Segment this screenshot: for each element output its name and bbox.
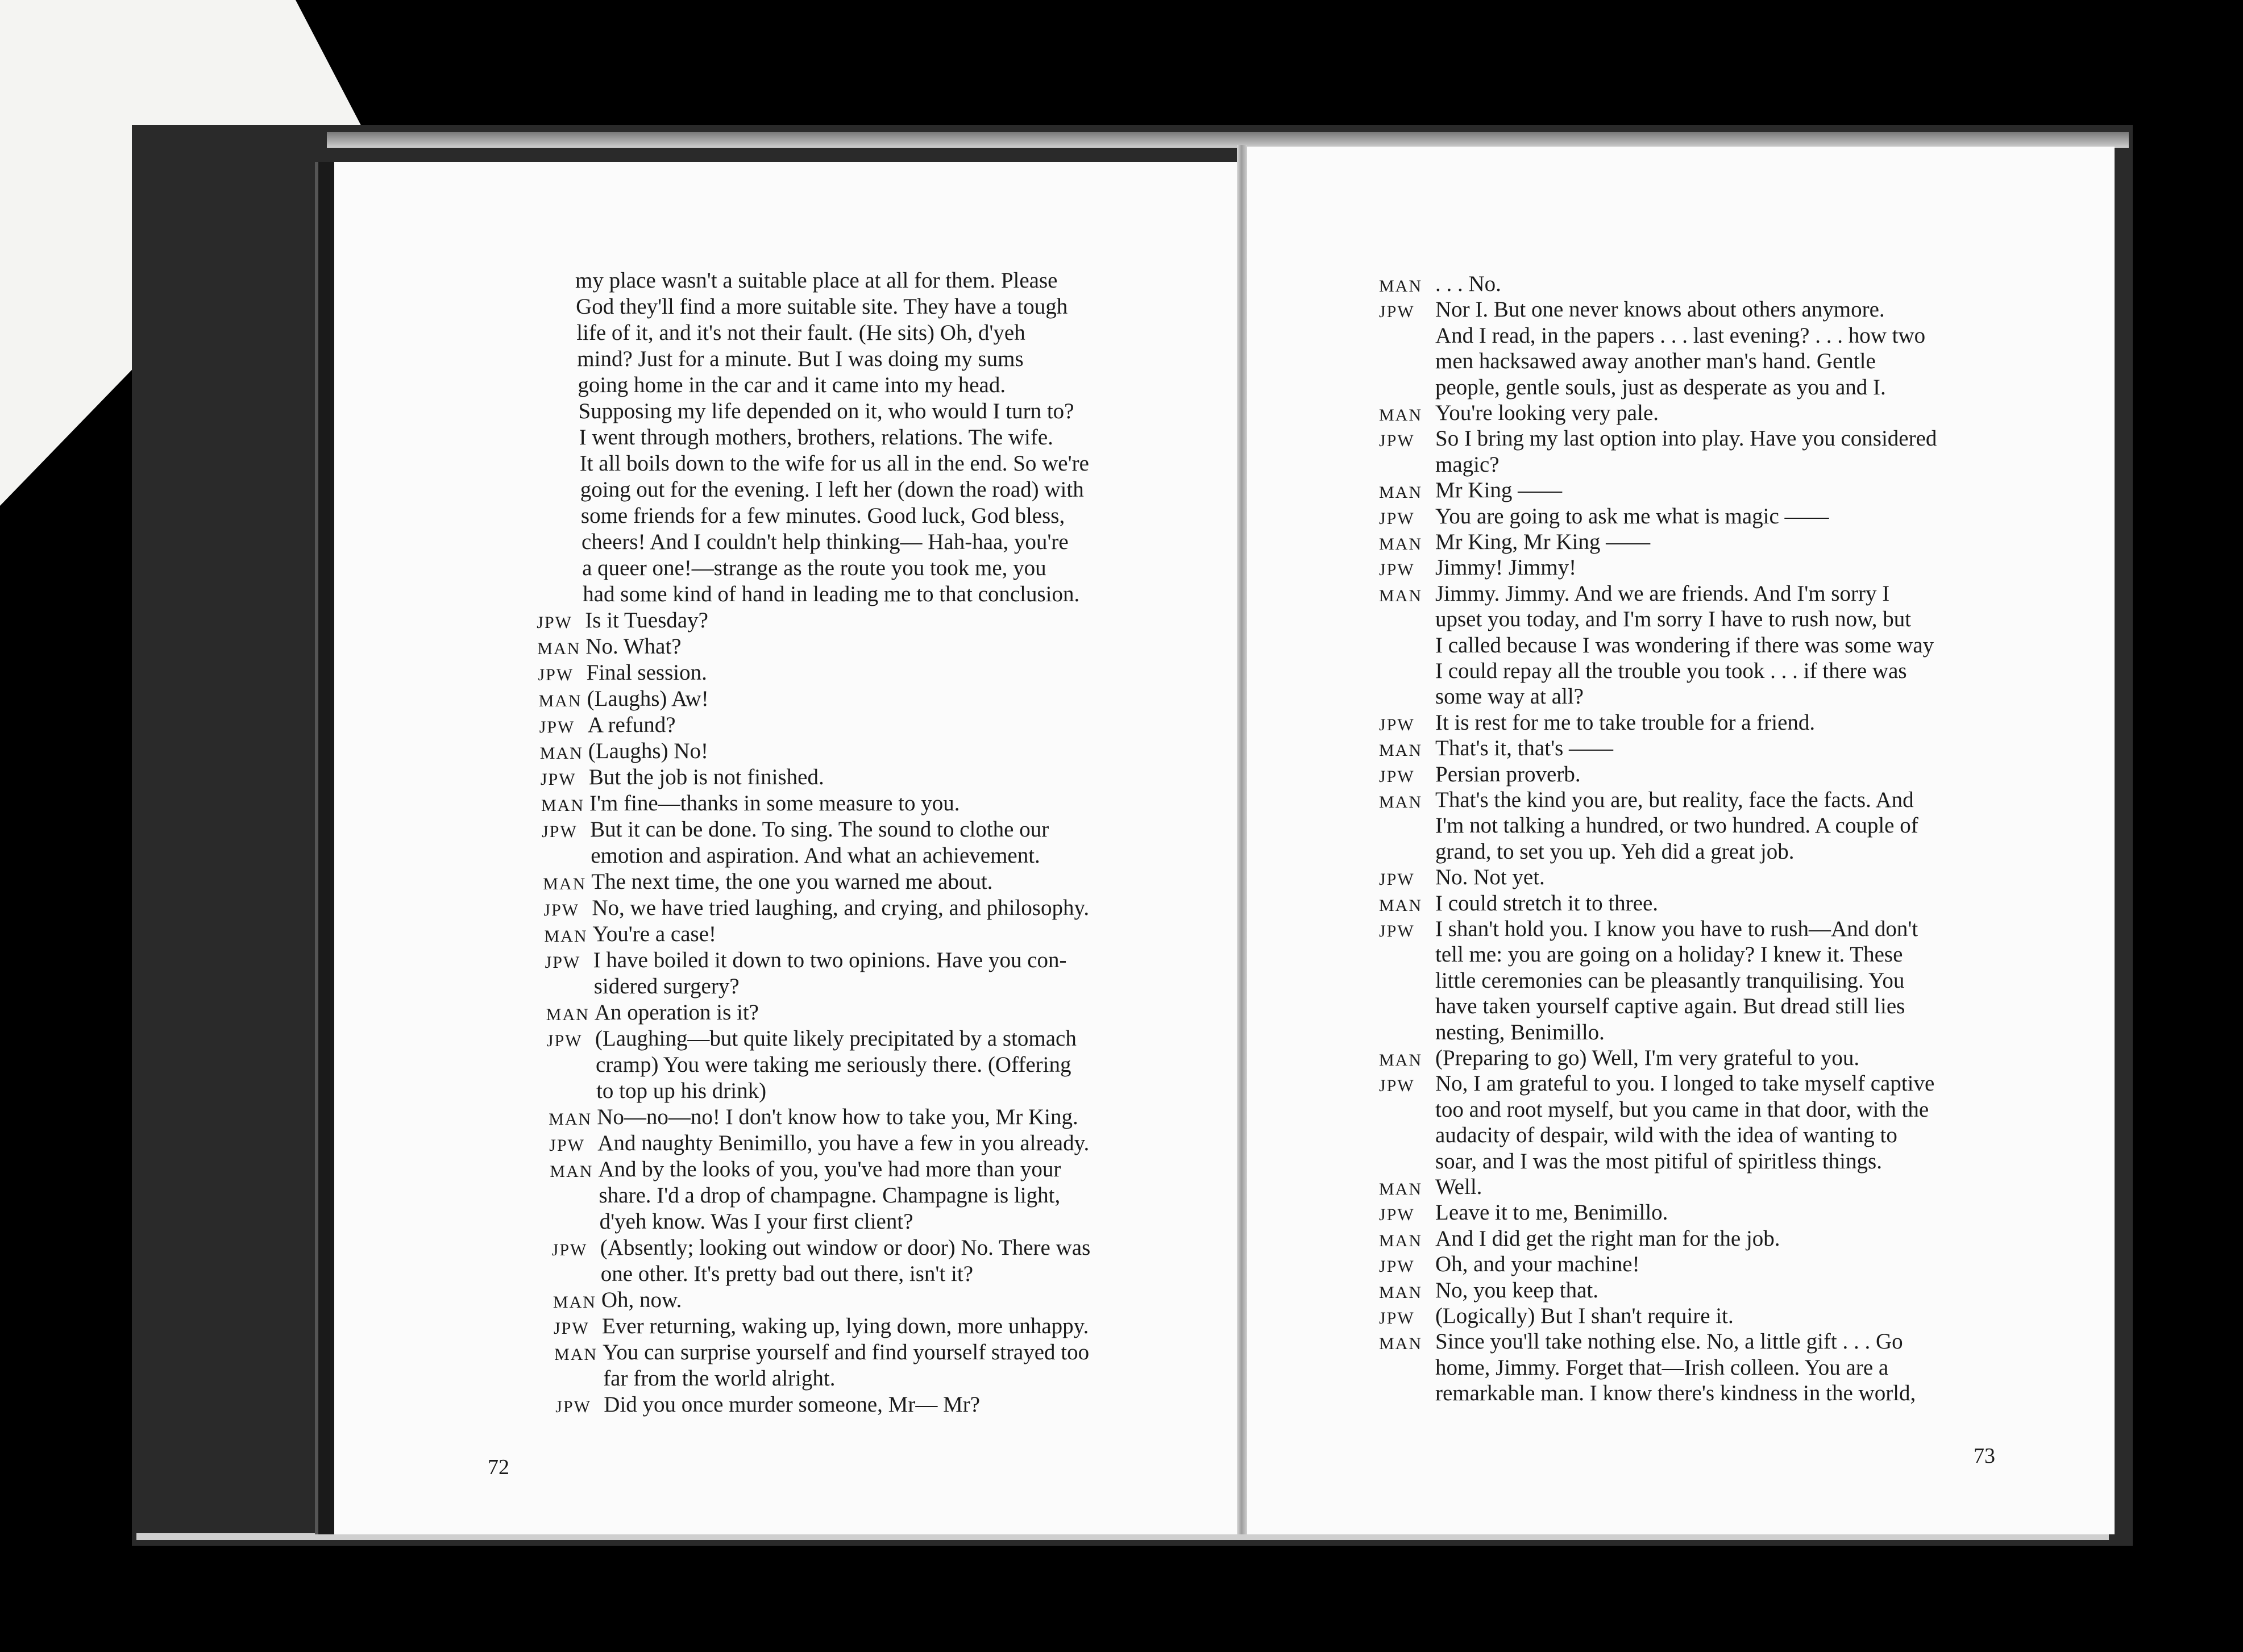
dialogue-line: That's the kind you are, but reality, face the facts. And bbox=[1435, 788, 1914, 812]
speaker-label: MAN bbox=[1379, 483, 1423, 502]
speaker-label: MAN bbox=[537, 639, 581, 658]
text-line: too and root myself, but you came in that door, with the bbox=[1435, 1097, 1929, 1122]
dialogue-line: You are going to ask me what is magic —— bbox=[1435, 503, 1829, 529]
speaker-label: MAN bbox=[1379, 1180, 1423, 1199]
speaker-label: JPW bbox=[1379, 560, 1415, 580]
dialogue-line: The next time, the one you warned me about. bbox=[591, 869, 993, 894]
dialogue-line: I'm fine—thanks in some measure to you. bbox=[589, 791, 960, 815]
text-line: had some kind of hand in leading me to that conclusion. bbox=[583, 582, 1080, 606]
dialogue-line: You're a case! bbox=[592, 922, 716, 946]
dialogue-line: (Laughs) No! bbox=[588, 739, 708, 763]
dialogue-line: And naughty Benimillo, you have a few in you already. bbox=[597, 1131, 1090, 1155]
speaker-label: JPW bbox=[540, 770, 576, 789]
speaker-label: JPW bbox=[542, 822, 578, 841]
text-line: sidered surgery? bbox=[593, 974, 740, 998]
dialogue-line: Jimmy! Jimmy! bbox=[1435, 555, 1577, 580]
speaker-label: JPW bbox=[555, 1397, 591, 1416]
dialogue-line: Nor I. But one never knows about others anymore. bbox=[1435, 297, 1885, 322]
speaker-label: MAN bbox=[539, 744, 583, 763]
speaker-label: MAN bbox=[544, 927, 588, 946]
text-line: emotion and aspiration. And what an achievement. bbox=[591, 843, 1040, 868]
text-line: have taken yourself captive again. But dread still lies bbox=[1435, 994, 1905, 1019]
text-line: nesting, Benimillo. bbox=[1435, 1020, 1605, 1045]
dialogue-line: (Absently; looking out window or door) No. There was bbox=[600, 1235, 1091, 1260]
speaker-label: MAN bbox=[549, 1110, 592, 1129]
dialogue-line: (Laughs) Aw! bbox=[587, 686, 709, 711]
text-line: And I read, in the papers . . . last evening? . . . how two bbox=[1435, 323, 1926, 348]
dialogue-line: Well. bbox=[1435, 1175, 1482, 1199]
text-line: going home in the car and it came into my head. bbox=[578, 373, 1006, 397]
speaker-label: MAN bbox=[1379, 586, 1423, 605]
dialogue-line: Persian proverb. bbox=[1435, 761, 1581, 787]
speaker-label: MAN bbox=[543, 875, 587, 893]
page-top-edge bbox=[327, 132, 2129, 148]
text-line: I called because I was wondering if there was some way bbox=[1435, 632, 1934, 658]
text-line: soar, and I was the most pitiful of spiritless things. bbox=[1435, 1149, 1882, 1174]
dialogue-line: But it can be done. To sing. The sound to clothe our bbox=[590, 817, 1049, 842]
text-line: far from the world alright. bbox=[603, 1366, 836, 1391]
speaker-label: JPW bbox=[554, 1319, 589, 1338]
text-line: going out for the evening. I left her (down the road) with bbox=[580, 477, 1084, 502]
text-line: little ceremonies can be pleasantly tranquilising. You bbox=[1435, 968, 1905, 993]
text-line: my place wasn't a suitable place at all for them. Please bbox=[575, 268, 1058, 293]
dialogue-line: Since you'll take nothing else. No, a little gift . . . Go bbox=[1435, 1329, 1903, 1354]
dialogue-line: That's it, that's —— bbox=[1435, 736, 1614, 761]
text-line: cramp) You were taking me seriously there. (Offering bbox=[596, 1052, 1071, 1077]
speaker-label: MAN bbox=[1379, 1231, 1423, 1250]
text-line: God they'll find a more suitable site. They have a tough bbox=[576, 294, 1068, 319]
speaker-label: MAN bbox=[541, 796, 585, 815]
speaker-label: JPW bbox=[1379, 1205, 1415, 1225]
speaker-label: JPW bbox=[546, 1031, 583, 1050]
dialogue-line: I have boiled it down to two opinions. Have you con- bbox=[593, 948, 1067, 972]
dialogue-line: Ever returning, waking up, lying down, more unhappy. bbox=[602, 1314, 1089, 1338]
text-line: Supposing my life depended on it, who would I turn to? bbox=[578, 399, 1074, 423]
speaker-label: JPW bbox=[549, 1136, 585, 1155]
speaker-label: JPW bbox=[1379, 1076, 1415, 1096]
text-line: some friends for a few minutes. Good luck, God bless, bbox=[580, 503, 1065, 528]
dialogue-line: No. What? bbox=[585, 634, 682, 659]
speaker-label: JPW bbox=[1379, 1257, 1415, 1276]
speaker-label: JPW bbox=[1379, 431, 1415, 451]
dialogue-line: And I did get the right man for the job. bbox=[1435, 1226, 1780, 1251]
text-line: life of it, and it's not their fault. (He sits) Oh, d'yeh bbox=[576, 321, 1025, 345]
text-line: one other. It's pretty bad out there, isn't it? bbox=[600, 1262, 974, 1286]
dialogue-line: You're looking very pale. bbox=[1435, 401, 1659, 425]
right-page-number: 73 bbox=[1974, 1444, 1995, 1468]
dialogue-line: Did you once murder someone, Mr— Mr? bbox=[604, 1392, 981, 1417]
text-line: magic? bbox=[1435, 452, 1500, 477]
dialogue-line: No. Not yet. bbox=[1435, 865, 1545, 890]
text-line: tell me: you are going on a holiday? I knew it. These bbox=[1435, 942, 1903, 967]
dialogue-line: . . . No. bbox=[1435, 272, 1501, 296]
text-line: men hacksawed away another man's hand. Gentle bbox=[1435, 349, 1876, 374]
text-line: remarkable man. I know there's kindness in the world, bbox=[1435, 1381, 1916, 1406]
dialogue-line: A refund? bbox=[587, 713, 676, 737]
dialogue-line: It is rest for me to take trouble for a friend. bbox=[1435, 710, 1816, 735]
dialogue-line: Leave it to me, Benimillo. bbox=[1435, 1200, 1668, 1225]
speaker-label: MAN bbox=[553, 1293, 596, 1312]
dialogue-line: Mr King —— bbox=[1435, 478, 1563, 503]
speaker-label: JPW bbox=[1379, 870, 1415, 889]
speaker-label: JPW bbox=[545, 953, 581, 972]
text-line: some way at all? bbox=[1435, 684, 1584, 709]
text-line: upset you today, and I'm sorry I have to rush now, but bbox=[1435, 607, 1912, 632]
speaker-label: MAN bbox=[1379, 277, 1423, 296]
speaker-label: MAN bbox=[554, 1345, 598, 1364]
dialogue-line: (Logically) But I shan't require it. bbox=[1435, 1304, 1734, 1328]
dialogue-line: So I bring my last option into play. Have you considered bbox=[1435, 426, 1937, 451]
dialogue-line: Final session. bbox=[586, 660, 707, 685]
dialogue-line: Is it Tuesday? bbox=[585, 608, 708, 632]
speaker-label: JPW bbox=[543, 901, 580, 919]
dialogue-line: And by the looks of you, you've had more than your bbox=[598, 1157, 1061, 1181]
text-line: share. I'd a drop of champagne. Champagne is light, bbox=[599, 1183, 1061, 1208]
speaker-label: JPW bbox=[1379, 302, 1415, 322]
dialogue-line: An operation is it? bbox=[594, 1000, 759, 1025]
book-gutter bbox=[1237, 145, 1247, 1534]
speaker-label: MAN bbox=[550, 1162, 593, 1181]
speaker-label: MAN bbox=[546, 1005, 589, 1024]
text-line: d'yeh know. Was I your first client? bbox=[599, 1209, 913, 1234]
text-line: to top up his drink) bbox=[596, 1079, 767, 1103]
dialogue-line: You can surprise yourself and find yourself strayed too bbox=[603, 1340, 1090, 1364]
speaker-label: JPW bbox=[537, 613, 572, 632]
dialogue-line: Oh, now. bbox=[601, 1288, 682, 1312]
speaker-label: MAN bbox=[1379, 1334, 1423, 1354]
speaker-label: MAN bbox=[1379, 741, 1423, 760]
speaker-label: MAN bbox=[1379, 535, 1423, 554]
speaker-label: MAN bbox=[538, 692, 582, 710]
text-line: I could repay all the trouble you took . . . if there was bbox=[1435, 659, 1907, 683]
speaker-label: JPW bbox=[1379, 767, 1415, 786]
text-line: audacity of despair, wild with the idea of wanting to bbox=[1435, 1123, 1897, 1148]
dialogue-line: Oh, and your machine! bbox=[1435, 1252, 1640, 1277]
dialogue-line: No, I am grateful to you. I longed to take myself captive bbox=[1435, 1071, 1935, 1096]
speaker-label: JPW bbox=[1379, 922, 1415, 941]
dialogue-line: (Laughing—but quite likely precipitated by a stomach bbox=[595, 1026, 1077, 1051]
dialogue-line: But the job is not finished. bbox=[588, 765, 824, 789]
text-line: cheers! And I couldn't help thinking— Hah-haa, you're bbox=[581, 530, 1069, 554]
speaker-label: MAN bbox=[1379, 406, 1423, 425]
text-line: a queer one!—strange as the route you took me, you bbox=[582, 556, 1046, 580]
speaker-label: JPW bbox=[551, 1241, 588, 1259]
dialogue-line: No—no—no! I don't know how to take you, Mr King. bbox=[597, 1105, 1078, 1129]
speaker-label: MAN bbox=[1379, 896, 1423, 915]
dialogue-line: (Preparing to go) Well, I'm very grateful to you. bbox=[1435, 1046, 1860, 1070]
dialogue-line: Mr King, Mr King —— bbox=[1435, 530, 1651, 554]
text-line: people, gentle souls, just as desperate as you and I. bbox=[1435, 374, 1886, 400]
dialogue-line: No, we have tried laughing, and crying, and philosophy. bbox=[592, 896, 1090, 920]
speaker-label: MAN bbox=[1379, 793, 1423, 812]
speaker-label: JPW bbox=[1379, 715, 1415, 734]
text-line: home, Jimmy. Forget that—Irish colleen. You are a bbox=[1435, 1355, 1889, 1380]
speaker-label: MAN bbox=[1379, 1283, 1423, 1302]
speaker-label: JPW bbox=[1379, 509, 1415, 528]
text-line: I went through mothers, brothers, relations. The wife. bbox=[579, 425, 1053, 450]
text-line: I'm not talking a hundred, or two hundred. A couple of bbox=[1435, 813, 1918, 838]
text-line: grand, to set you up. Yeh did a great job. bbox=[1435, 839, 1795, 864]
speaker-label: JPW bbox=[539, 718, 575, 736]
dialogue-line: No, you keep that. bbox=[1435, 1278, 1599, 1303]
dialogue-line: I could stretch it to three. bbox=[1435, 891, 1659, 916]
text-line: mind? Just for a minute. But I was doing my sums bbox=[577, 347, 1024, 371]
dialogue-line: Jimmy. Jimmy. And we are friends. And I'm sorry I bbox=[1435, 581, 1890, 606]
left-page-number: 72 bbox=[488, 1455, 509, 1479]
dialogue-line: I shan't hold you. I know you have to rush—And don't bbox=[1435, 917, 1918, 941]
speaker-label: JPW bbox=[1379, 1309, 1415, 1328]
speaker-label: MAN bbox=[1379, 1051, 1423, 1070]
text-line: It all boils down to the wife for us all in the end. So we're bbox=[579, 451, 1089, 476]
speaker-label: JPW bbox=[538, 665, 574, 684]
